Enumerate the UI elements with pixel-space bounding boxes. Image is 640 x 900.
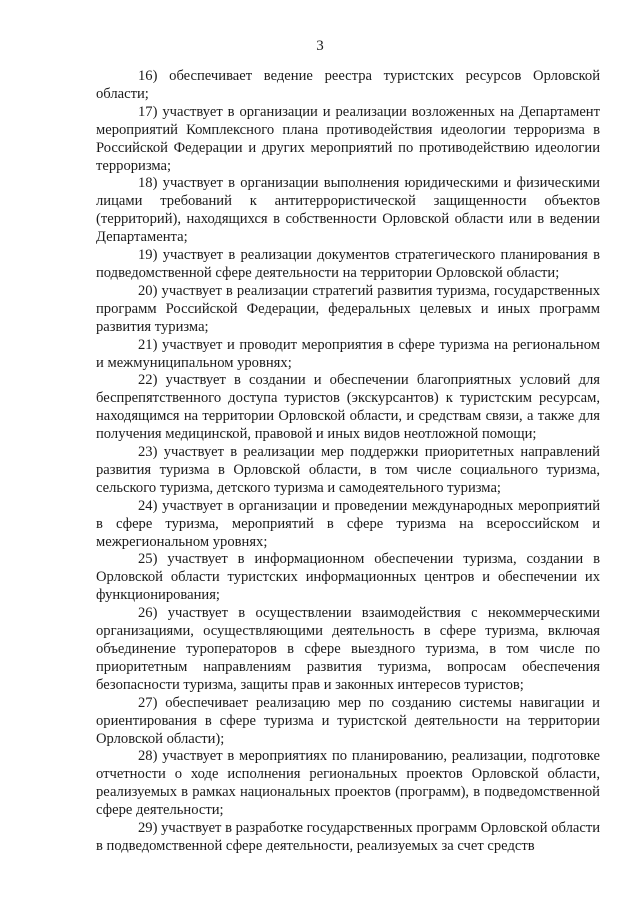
clause-16: 16) обеспечивает ведение реестра туристских ресурсов Орловской области;	[96, 68, 600, 102]
clause-18: 18) участвует в организации выполнения юридическими и физическими лицами требований к антитеррористической защищенности объектов (территорий), находящихся в собственности Орловской области или в ведении Департамента;	[96, 175, 600, 246]
clause-22: 22) участвует в создании и обеспечении благоприятных условий для беспрепятственного доступа туристов (экскурсантов) к туристским ресурсам, находящимся на территории Орловской области, и средствам связи, а также для получения медицинской, правовой и иных видов неотложной помощи;	[96, 372, 600, 443]
clause-23: 23) участвует в реализации мер поддержки приоритетных направлений развития туризма в Орловской области, в том числе социального туризма, сельского туризма, детского туризма и самодеятельного туризма;	[96, 444, 600, 496]
clause-29: 29) участвует в разработке государственных программ Орловской области в подведомственной сфере деятельности, реализуемых за счет средств	[96, 820, 601, 854]
clause-21: 21) участвует и проводит мероприятия в сфере туризма на региональном и межмуниципальном уровнях;	[96, 336, 600, 371]
clause-25: 25) участвует в информационном обеспечении туризма, создании в Орловской области туристских информационных центров и обеспечении их функционирования;	[96, 551, 600, 604]
clause-24: 24) участвует в организации и проведении международных мероприятий в сфере туризма, мероприятий в сфере туризма на всероссийском и межрегиональном уровнях;	[96, 497, 600, 550]
clause-26: 26) участвует в осуществлении взаимодействия с некоммерческими организациями, осуществляющими деятельность в сфере туризма, включая объединение туроператоров в сфере выездного туризма, в том числе по приоритетным направлениям развития туризма, вопросам обеспечения безопасности туризма, защиты прав и законных интересов туристов;	[96, 605, 600, 693]
clause-19: 19) участвует в реализации документов стратегического планирования в подведомственной сфере деятельности на территории Орловской области;	[96, 247, 600, 281]
document-body	[96, 68, 600, 856]
clause-17: 17) участвует в организации и реализации возложенных на Департамент мероприятий Комплексного плана противодействия идеологии терроризма в Российской Федерации и других мероприятий по противодействию идеологии терроризма;	[96, 103, 600, 174]
clause-27: 27) обеспечивает реализацию мер по созданию системы навигации и ориентирования в сфере туризма и туристской деятельности на территории Орловской области);	[96, 694, 600, 747]
clause-20: 20) участвует в реализации стратегий развития туризма, государственных программ Российской Федерации, федеральных целевых и иных программ развития туризма;	[96, 282, 600, 335]
clause-28: 28) участвует в мероприятиях по планированию, реализации, подготовке отчетности о ходе исполнения региональных проектов Орловской области, реализуемых в рамках национальных проектов (программ), в подведомственной сфере деятельности;	[96, 748, 600, 819]
page-number: 3	[316, 38, 324, 54]
